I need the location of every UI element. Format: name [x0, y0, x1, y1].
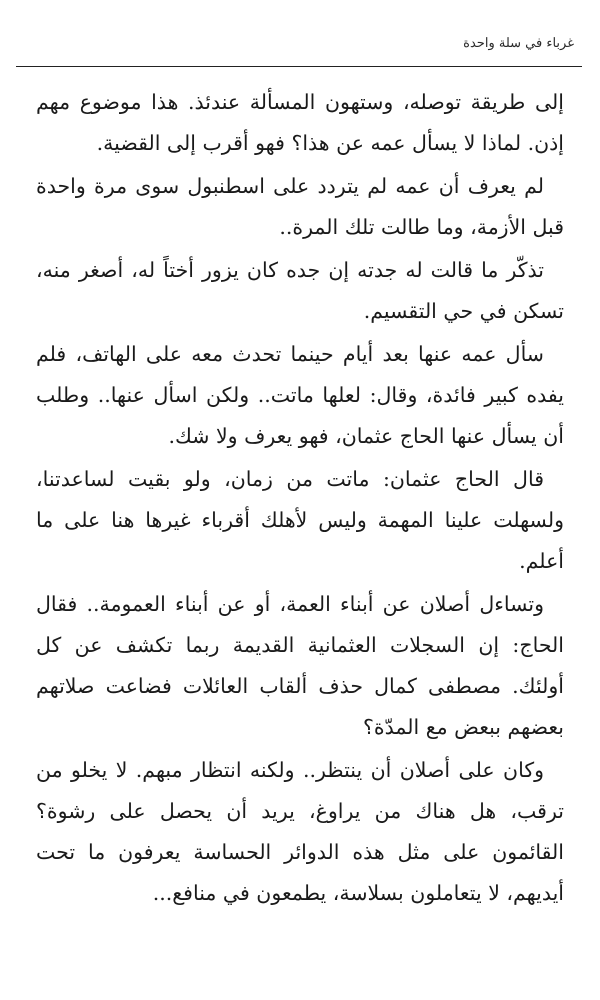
paragraph: لم يعرف أن عمه لم يتردد على اسطنبول سوى مرة واحدة قبل الأزمة، وما طالت تلك المرة..	[36, 174, 564, 239]
paragraph: تذكّر ما قالت له جدته إن جده كان يزور أختاً له، أصغر منه، تسكن في حي التقسيم.	[36, 258, 564, 323]
paragraph: وكان على أصلان أن ينتظر.. ولكنه انتظار مبهم. لا يخلو من ترقب، هل هناك من يراوغ، يريد أن يحصل على رشوة؟ القائمون على مثل هذه الدوائر الحساسة يعرفون ما تحت أيديهم، لا يتعاملون بسلاسة، يطمعون في منافع...	[36, 758, 564, 905]
paragraph: إلى طريقة توصله، وستهون المسألة عندئذ. هذا موضوع مهم إذن. لماذا لا يسأل عمه عن هذا؟ فهو أقرب إلى القضية.	[36, 90, 564, 155]
paragraph: وتساءل أصلان عن أبناء العمة، أو عن أبناء العمومة.. فقال الحاج: إن السجلات العثمانية القديمة ربما تكشف عن كل أولئك. مصطفى كمال حذف ألقاب العائلات فضاعت صلاتهم بعضهم ببعض مع المدّة؟	[36, 592, 564, 739]
paragraph: سأل عمه عنها بعد أيام حينما تحدث معه على الهاتف، فلم يفده كبير فائدة، وقال: لعلها ماتت.. ولكن اسأل عنها.. وطلب أن يسأل عنها الحاج عثمان، فهو يعرف ولا شك.	[36, 342, 564, 448]
running-header-title: غرباء في سلة واحدة	[463, 36, 574, 51]
body-text	[36, 82, 564, 916]
header-divider	[16, 66, 582, 67]
paragraph: قال الحاج عثمان: ماتت من زمان، ولو بقيت لساعدتنا، ولسهلت علينا المهمة وليس لأهلك أقرباء غيرها هنا على ما أعلم.	[36, 467, 564, 573]
